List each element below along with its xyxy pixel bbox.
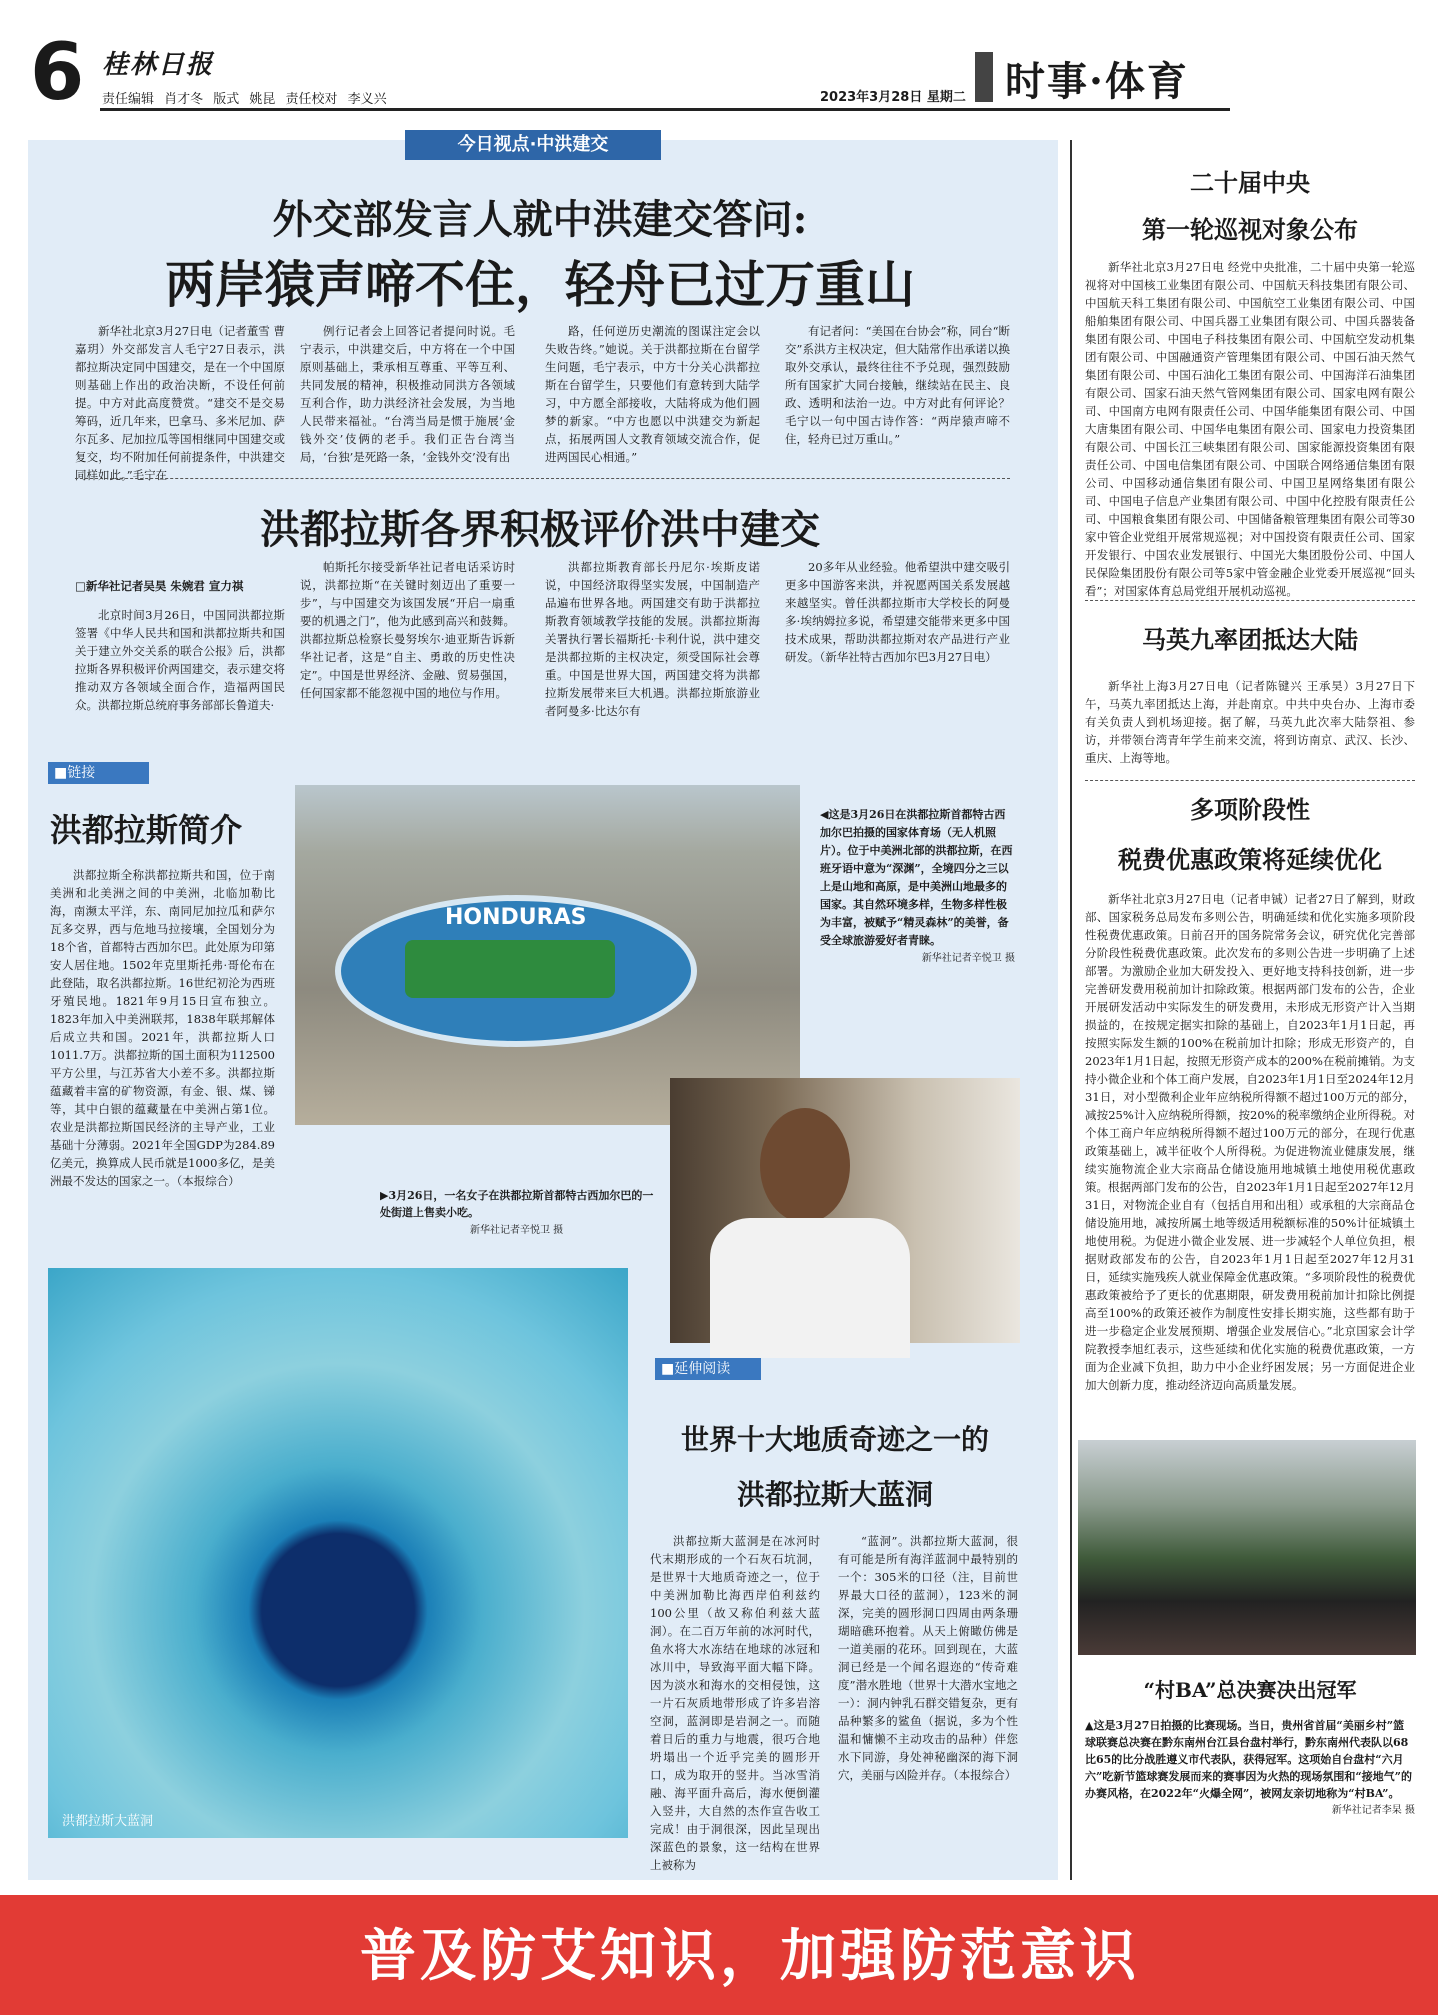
- blue-hole-photo: [48, 1268, 628, 1838]
- blue-hole-photo-caption: 洪都拉斯大蓝洞: [62, 1814, 154, 1829]
- stadium-photo: [295, 785, 800, 1125]
- village-ba-caption-text: ▲这是3月27日拍摄的比赛现场。当日，贵州省首届“美丽乡村”篮球联赛总决赛在黔东南州台江县台盘村举行，黔东南州代表队以68比65的比分战胜遵义市代表队，获得冠军。这项始自台盘村“六月六”吃新节篮球赛发展而来的赛事因为火热的现场氛围和“接地气”的办赛风格，在2022年“火爆全网”，被网友亲切地称为“村BA”。: [1085, 1719, 1412, 1800]
- tax-headline-line2: 税费优惠政策将延续优化: [1118, 845, 1382, 874]
- second-story-column-1: 北京时间3月26日，中国同洪都拉斯签署《中华人民共和国和洪都拉斯共和国关于建立外交关系的联合公报》后，洪都拉斯各界积极评价两国建交，表示建交将推动双方各领域全面合作，造福两国民众。洪都拉斯总统府事务部部长鲁道夫·: [75, 608, 285, 712]
- top-story-subtitle: 外交部发言人就中洪建交答问:: [272, 196, 808, 243]
- blue-hole-headline-line1: 世界十大地质奇迹之一的: [680, 1423, 989, 1456]
- extended-reading-label: ■延伸阅读: [655, 1358, 761, 1380]
- village-basketball-photo: [1078, 1440, 1416, 1655]
- vendor-caption: ▶3月26日，一名女子在洪都拉斯首都特古西加尔巴的一处街道上售卖小吃。: [380, 1189, 654, 1219]
- footer-banner-text: 普及防艾知识，加强防范意识: [360, 1924, 1140, 1989]
- intro-headline: 洪都拉斯简介: [50, 811, 243, 849]
- blue-hole-column-2: “蓝洞”。洪都拉斯大蓝洞，很有可能是所有海洋蓝洞中最特别的一个：305米的口径（注，目前世界最大口径的蓝洞），123米的洞深，完美的圆形洞口四周由两条珊瑚暗礁环抱着。从天上俯瞰仿佛是一道美丽的花环。回到现在，大蓝洞已经是一个闻名遐迩的“传奇难度”潜水胜地（世界十大潜水宝地之一）：洞内钟乳石群交错复杂，更有品种繁多的鲨鱼（据说，多为个性温和慵懒不主动攻击的品种）伴您水下同游，身处神秘幽深的海下洞穴，美丽与凶险并存。（本报综合）: [838, 1534, 1018, 1782]
- second-story-headline: 洪都拉斯各界积极评价洪中建交: [260, 506, 820, 553]
- village-ba-caption: [1085, 1717, 1415, 1867]
- divider: [75, 478, 1010, 479]
- vendor-shirt: [710, 1218, 910, 1358]
- right-divider-2: [1085, 780, 1415, 781]
- stadium-credit: 新华社记者辛悦卫 摄: [921, 953, 1015, 964]
- feature-tag: 今日视点·中洪建交: [405, 130, 661, 160]
- link-label: ■链接: [48, 762, 149, 784]
- stadium-field: [405, 940, 615, 998]
- right-column-rule: [1070, 140, 1072, 1880]
- tax-headline-line1: 多项阶段性: [1190, 795, 1310, 824]
- stadium-caption: [820, 806, 1015, 1036]
- blue-hole-headline-line2: 洪都拉斯大蓝洞: [736, 1478, 933, 1511]
- ma-ying-jeou-body: 新华社上海3月27日电（记者陈键兴 王承昊）3月27日下午，马英九率团抵达上海，并赴南京。中共中央台办、上海市委有关负责人到机场迎接。据了解，马英九此次率大陆祭祖、参访，并带领台湾青年学生前来交流，将到访南京、武汉、长沙、重庆、上海等地。: [1085, 679, 1415, 765]
- vendor-credit: 新华社记者辛悦卫 摄: [470, 1225, 564, 1236]
- vendor-face: [760, 1108, 850, 1223]
- newspaper-name: 桂林日报: [102, 50, 215, 80]
- section-marker: [975, 52, 993, 102]
- inspection-body: 新华社北京3月27日电 经党中央批准，二十届中央第一轮巡视将对中国核工业集团有限公司、中国航天科技集团有限公司、中国航天科工集团有限公司、中国航空工业集团有限公司、中国船舶集团有限公司、中国兵器工业集团有限公司、中国兵器装备集团有限公司、中国电子科技集团有限公司、中国航空发动机集团有限公司、中国融通资产管理集团有限公司、中国石油天然气集团有限公司、中国石油化工集团有限公司、中国海洋石油集团有限公司、国家石油天然气管网集团有限公司、国家电网有限公司、中国南方电网有限责任公司、中国华能集团有限公司、中国大唐集团有限公司、中国华电集团有限公司、国家电力投资集团有限公司、中国长江三峡集团有限公司、国家能源投资集团有限责任公司、中国电信集团有限公司、中国联合网络通信集团有限公司、中国移动通信集团有限公司、中国卫星网络集团有限公司、中国电子信息产业集团有限公司、中国中化控股有限责任公司、中国粮食集团有限公司、中国储备粮管理集团有限公司等30家中管企业党组开展常规巡视；对中国投资有限责任公司、国家开发银行、中国农业发展银行、中国光大集团股份公司、中国人民保险集团股份有限公司等5家中管金融企业党委开展巡视“回头看”；对国家体育总局党组开展机动巡视。: [1085, 260, 1415, 598]
- top-story-headline: 两岸猿声啼不住，轻舟已过万重山: [165, 256, 915, 314]
- inspection-headline-line1: 二十届中央: [1190, 168, 1310, 197]
- inspection-headline-line2: 第一轮巡视对象公布: [1142, 215, 1358, 244]
- top-story-column-2: 例行记者会上回答记者提问时说。毛宁表示，中洪建交后，中方将在一个中国原则基础上，秉承相互尊重、平等互利、共同发展的精神，积极推动同洪方各领域互利合作，助力洪经济社会发展，为当地人民带来福祉。“台湾当局是惯于施展‘金钱外交’伎俩的老手。我们正告台湾当局，‘台独’是死路一条，‘金钱外交’没有出: [300, 324, 515, 464]
- issue-date: 2023年3月28日 星期二: [820, 90, 966, 105]
- blue-hole-column-1: 洪都拉斯大蓝洞是在冰河时代末期形成的一个石灰石坑洞，是世界十大地质奇迹之一，位于中美洲加勒比海西岸伯利兹约100公里（故又称伯利兹大蓝洞）。在二百万年前的冰河时代，鱼水将大水冻结在地球的冰冠和冰川中，导致海平面大幅下降。因为淡水和海水的交相侵蚀，这一片石灰质地带形成了许多岩溶空洞，蓝洞即是岩洞之一。而随着日后的重力与地震，很巧合地坍塌出一个近乎完美的圆形开口，成为取开的竖井。当冰雪消融、海平面升高后，海水便倒灌入竖井，大自然的杰作宣告收工完成！由于洞很深，因此呈现出深蓝色的景象，这一结构在世界上被称为: [650, 1534, 820, 1872]
- village-ba-headline: “村BA”总决赛决出冠军: [1143, 1678, 1357, 1702]
- top-story-column-1: 新华社北京3月27日电（记者董雪 曹嘉玥）外交部发言人毛宁27日表示，洪都拉斯决定同中国建交，是在一个中国原则基础上作出的政治决断，不设任何前提。中方对此高度赞赏。“建交不是交易筹码，近几年来，巴拿马、多米尼加、萨尔瓦多、尼加拉瓜等国相继同中国建交或复交，均不附加任何前提条件，中洪建交同样如此。”毛宁在: [75, 324, 285, 482]
- second-story-byline: □新华社记者吴昊 朱婉君 宣力祺: [75, 579, 244, 593]
- section-title: 时事·体育: [1005, 58, 1189, 105]
- tax-body: 新华社北京3月27日电（记者申铖）记者27日了解到，财政部、国家税务总局发布多则公告，明确延续和优化实施多项阶段性税费优惠政策。日前召开的国务院常务会议，研究优化完善部分阶段性税费优惠政策。此次发布的多则公告进一步明确了上述部署。为激励企业加大研发投入、更好地支持科技创新，进一步完善研发费用税前加计扣除政策。根据两部门发布的公告，企业开展研发活动中实际发生的研发费用，未形成无形资产计入当期损益的，在按规定据实扣除的基础上，自2023年1月1日起，再按照实际发生额的100%在税前加计扣除；形成无形资产的，自2023年1月1日起，按照无形资产成本的200%在税前摊销。为支持小微企业和个体工商户发展，自2023年1月1日至2024年12月31日，对小型微利企业年应纳税所得额不超过100万元的部分，减按25%计入应纳税所得额，按20%的税率缴纳企业所得税。对个体工商户年应纳税所得额不超过100万元的部分，在现行优惠政策基础上，减半征收个人所得税。为促进物流业健康发展，继续实施物流企业大宗商品仓储设施用地城镇土地使用税优惠政策。根据两部门发布的公告，自2023年1月1日起至2027年12月31日，对物流企业自有（包括自用和出租）或承租的大宗商品仓储设施用地，减按所属土地等级适用税额标准的50%计征城镇土地使用税。为促进小微企业发展、进一步减轻个人单位负担，根据财政部发布的公告，自2023年1月1日起至2027年12月31日，延续实施残疾人就业保障金优惠政策。“多项阶段性的税费优惠政策被给予了更长的优惠期限，研发费用税前加计扣除比例提高至100%的政策还被作为制度性安排长期实施，这些都有助于进一步稳定企业发展预期、增强企业发展信心。”北京国家会计学院教授李旭红表示，这些延续和优化实施的税费优惠政策，一方面为企业减下负担，助力中小企业纾困发展；另一方面促进企业加大创新力度，推动经济迈向高质量发展。: [1085, 892, 1415, 1392]
- street-vendor-photo: [670, 1078, 1020, 1343]
- second-story-column-3: 洪都拉斯教育部长丹尼尔·埃斯皮诺说，中国经济取得坚实发展，中国制造产品遍布世界各地。两国建交有助于洪都拉斯教育领域教学技能的发展。洪都拉斯海关署执行署长福斯托·卡利什说，洪中建交是洪都拉斯的主权决定，须受国际社会尊重。中国是世界大国，两国建交将为洪都拉斯发展带来巨大机遇。洪都拉斯旅游业者阿曼多·比达尔有: [545, 560, 760, 718]
- staff-credits: 责任编辑 肖才冬 版式 姚昆 责任校对 李义兴: [102, 92, 387, 107]
- top-story-column-3: 路，任何逆历史潮流的图谋注定会以失败告终。”她说。关于洪都拉斯在台留学生问题，毛宁表示，中方十分关心洪都拉斯在台留学生，只要他们有意转到大陆学习，中方愿全部接收，大陆将成为他们圆梦的新家。“中方也愿以中洪建交为新起点，拓展两国人文教育领域交流合作，促进两国民心相通。”: [545, 324, 760, 464]
- second-story-column-4: 20多年从业经验。他希望洪中建交吸引更多中国游客来洪，并祝愿两国关系发展越来越坚实。曾任洪都拉斯市大学校长的阿曼多·埃纳姆拉多说，希望建交能带来更多中国技术成果，帮助洪都拉斯对农产品进行产业研发。（新华社特古西加尔巴3月27日电）: [785, 560, 1010, 664]
- intro-body: 洪都拉斯全称洪都拉斯共和国，位于南美洲和北美洲之间的中美洲，北临加勒比海，南濒太平洋，东、南同尼加拉瓜和萨尔瓦多交界，西与危地马拉接壤，全国划分为18个省，首都特古西加尔巴。此处原为印第安人居住地。1502年克里斯托弗·哥伦布在此登陆，取名洪都拉斯。16世纪初沦为西班牙殖民地。1821年9月15日宣布独立。1823年加入中美洲联邦，1838年联邦解体后成立共和国。2021年，洪都拉斯人口1011.7万。洪都拉斯的国土面积为112500平方公里，与江苏省大小差不多。洪都拉斯蕴藏着丰富的矿物资源，有金、银、煤、锑等，其中白银的蕴藏量在中美洲占第1位。农业是洪都拉斯国民经济的主导产业，工业基础十分薄弱。2021年全国GDP为284.89亿美元，换算成人民币就是1000多亿，是美洲最不发达的国家之一。（本报综合）: [50, 868, 275, 1188]
- top-story-column-4: 有记者问：“美国在台协会”称，同台“断交”系洪方主权决定，但大陆常作出承诺以换取外交承认，最终往往不予兑现，强烈鼓励所有国家扩大同台接触，继续站在民主、良政、透明和法治一边。中方对此有何评论？毛宁以一句中国古诗作答：“两岸猿声啼不住，轻舟已过万重山。”: [785, 324, 1010, 446]
- page-number: 6: [30, 28, 85, 118]
- stadium-caption-text: ◀这是3月26日在洪都拉斯首都特古西加尔巴拍摄的国家体育场（无人机照片）。位于中美洲北部的洪都拉斯，在西班牙语中意为“深渊”，全境四分之三以上是山地和高原，是中美洲山地最多的国家。其自然环境多样，生物多样性极为丰富，被赋予“精灵森林”的美誉，备受全球旅游爱好者青睐。: [820, 808, 1013, 947]
- second-story-column-2: 帕斯托尔接受新华社记者电话采访时说，洪都拉斯“在关键时刻迈出了重要一步”，与中国建交为该国发展“开启一扇重要的机遇之门”，他为此感到高兴和鼓舞。洪都拉斯总检察长曼努埃尔·迪亚斯告诉新华社记者，这是“自主、勇敢的历史性决定”。中国是世界经济、金融、贸易强国，任何国家都不能忽视中国的地位与作用。: [300, 560, 515, 700]
- right-divider-1: [1085, 600, 1415, 601]
- header-rule: [100, 108, 1230, 111]
- stadium-banner: HONDURAS: [445, 905, 587, 930]
- village-ba-credit: 新华社记者李杲 摄: [1331, 1805, 1415, 1816]
- ma-ying-jeou-headline: 马英九率团抵达大陆: [1142, 625, 1358, 654]
